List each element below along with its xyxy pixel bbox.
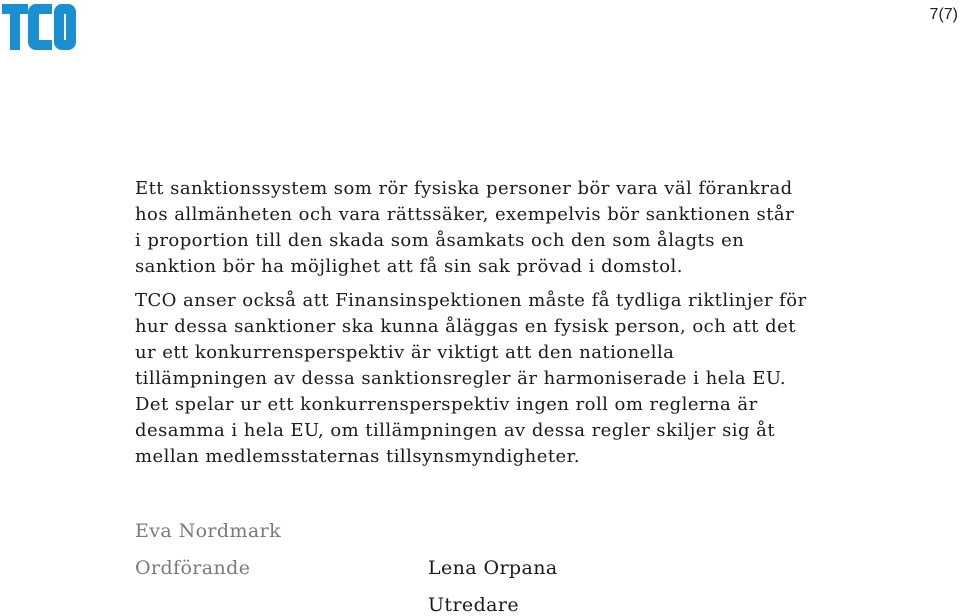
signer-right-title: Utredare [428, 594, 519, 616]
signer-left-title: Ordförande [135, 557, 251, 579]
signer-left-name: Eva Nordmark [135, 520, 282, 542]
signer-right-name: Lena Orpana [428, 557, 558, 579]
page-number: 7(7) [929, 6, 958, 23]
letter-body [135, 176, 875, 478]
paragraph-2: TCO anser också att Finansinspektionen måste få tydliga riktlinjer för hur dessa sanktioner ska kunna åläggas en fysisk person, och att det ur ett konkurrensperspektiv är viktigt att den nationella tillämpningen av dessa sanktionsregler är harmoniserade i hela EU. Det spelar ur ett konkurrensperspektiv ingen roll om reglerna är desamma i hela EU, om tillämpningen av dessa regler skiljer sig åt mellan medlemsstaternas tillsynsmyndigheter. [135, 290, 807, 467]
tco-logo [2, 4, 76, 50]
paragraph-1: Ett sanktionssystem som rör fysiska personer bör vara väl förankrad hos allmänheten och vara rättssäker, exempelvis bör sanktionen står i proportion till den skada som åsamkats och den som ålagts en sanktion bör ha möjlighet att få sin sak prövad i domstol. [135, 178, 795, 277]
